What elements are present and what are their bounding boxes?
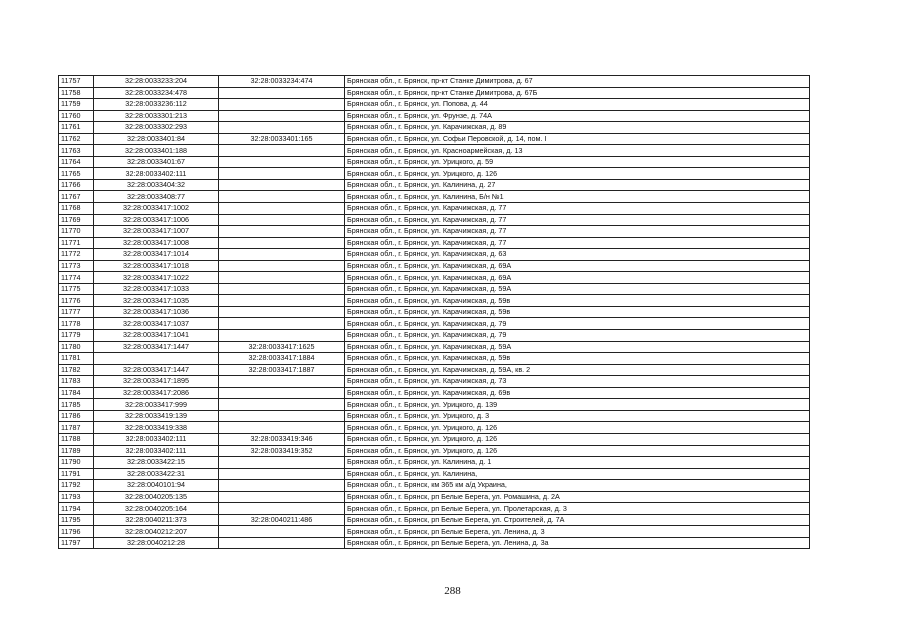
related-cadastral-number-cell: [219, 156, 345, 168]
row-number-cell: 11796: [59, 526, 94, 538]
row-number-cell: 11759: [59, 99, 94, 111]
table-row: [59, 99, 810, 111]
row-number-cell: 11785: [59, 399, 94, 411]
cadastral-number-cell: 32:28:0033417:1002: [94, 203, 219, 215]
cadastral-number-cell: 32:28:0033422:31: [94, 468, 219, 480]
address-cell: Брянская обл., г. Брянск, ул. Калинина,: [345, 468, 810, 480]
address-cell: Брянская обл., г. Брянск, ул. Карачижская, д. 77: [345, 214, 810, 226]
address-cell: Брянская обл., г. Брянск, ул. Калинина, Б/н №1: [345, 191, 810, 203]
address-cell: Брянская обл., г. Брянск, ул. Карачижская, д. 69А: [345, 260, 810, 272]
related-cadastral-number-cell: [219, 526, 345, 538]
cadastral-number-cell: 32:28:0033417:1035: [94, 295, 219, 307]
row-number-cell: 11758: [59, 87, 94, 99]
cadastral-number-cell: 32:28:0033402:111: [94, 433, 219, 445]
table-row: [59, 179, 810, 191]
cadastral-number-cell: 32:28:0033234:478: [94, 87, 219, 99]
cadastral-number-cell: 32:28:0033401:67: [94, 156, 219, 168]
table-row: [59, 191, 810, 203]
related-cadastral-number-cell: [219, 410, 345, 422]
row-number-cell: 11793: [59, 491, 94, 503]
related-cadastral-number-cell: [219, 295, 345, 307]
table-row: [59, 330, 810, 342]
table-row: [59, 526, 810, 538]
address-cell: Брянская обл., г. Брянск, пр-кт Станке Димитрова, д. 67Б: [345, 87, 810, 99]
table-row: [59, 168, 810, 180]
address-cell: Брянская обл., г. Брянск, ул. Урицкого, д. 126: [345, 445, 810, 457]
row-number-cell: 11794: [59, 503, 94, 515]
cadastral-number-cell: 32:28:0033417:1036: [94, 306, 219, 318]
related-cadastral-number-cell: 32:28:0033419:352: [219, 445, 345, 457]
row-number-cell: 11774: [59, 272, 94, 284]
cadastral-number-cell: 32:28:0033402:111: [94, 445, 219, 457]
address-cell: Брянская обл., г. Брянск, ул. Карачижская, д. 77: [345, 237, 810, 249]
address-cell: Брянская обл., г. Брянск, ул. Урицкого, д. 59: [345, 156, 810, 168]
address-cell: Брянская обл., г. Брянск, ул. Карачижская, д. 69А: [345, 272, 810, 284]
address-cell: Брянская обл., г. Брянск, ул. Попова, д. 44: [345, 99, 810, 111]
row-number-cell: 11760: [59, 110, 94, 122]
address-cell: Брянская обл., г. Брянск, ул. Карачижская, д. 63: [345, 249, 810, 261]
cadastral-number-cell: 32:28:0033417:1007: [94, 226, 219, 238]
related-cadastral-number-cell: [219, 272, 345, 284]
table-row: [59, 110, 810, 122]
row-number-cell: 11788: [59, 433, 94, 445]
address-cell: Брянская обл., г. Брянск, ул. Карачижская, д. 59в: [345, 306, 810, 318]
cadastral-number-cell: 32:28:0040212:28: [94, 537, 219, 549]
related-cadastral-number-cell: 32:28:0033419:346: [219, 433, 345, 445]
cadastral-number-cell: 32:28:0040205:135: [94, 491, 219, 503]
cadastral-number-cell: 32:28:0033236:112: [94, 99, 219, 111]
address-cell: Брянская обл., г. Брянск, ул. Карачижская, д. 73: [345, 376, 810, 388]
property-registry-table: [58, 75, 810, 549]
row-number-cell: 11779: [59, 330, 94, 342]
address-cell: Брянская обл., г. Брянск, ул. Калинина, д. 27: [345, 179, 810, 191]
related-cadastral-number-cell: [219, 480, 345, 492]
table-row: [59, 283, 810, 295]
address-cell: Брянская обл., г. Брянск, ул. Урицкого, д. 126: [345, 433, 810, 445]
related-cadastral-number-cell: [219, 306, 345, 318]
row-number-cell: 11762: [59, 133, 94, 145]
table-row: [59, 387, 810, 399]
cadastral-number-cell: 32:28:0040211:373: [94, 514, 219, 526]
related-cadastral-number-cell: [219, 376, 345, 388]
row-number-cell: 11769: [59, 214, 94, 226]
cadastral-number-cell: 32:28:0033417:1014: [94, 249, 219, 261]
row-number-cell: 11770: [59, 226, 94, 238]
row-number-cell: 11761: [59, 122, 94, 134]
address-cell: Брянская обл., г. Брянск, ул. Фрунзе, д. 74А: [345, 110, 810, 122]
row-number-cell: 11791: [59, 468, 94, 480]
address-cell: Брянская обл., г. Брянск, ул. Урицкого, д. 126: [345, 168, 810, 180]
address-cell: Брянская обл., г. Брянск, ул. Карачижская, д. 59А, кв. 2: [345, 364, 810, 376]
table-row: [59, 514, 810, 526]
related-cadastral-number-cell: 32:28:0040211:486: [219, 514, 345, 526]
row-number-cell: 11795: [59, 514, 94, 526]
row-number-cell: 11763: [59, 145, 94, 157]
address-cell: Брянская обл., г. Брянск, рп Белые Берега, ул. Ленина, д. 3а: [345, 537, 810, 549]
table-row: [59, 122, 810, 134]
row-number-cell: 11772: [59, 249, 94, 261]
address-cell: Брянская обл., г. Брянск, ул. Карачижская, д. 89: [345, 122, 810, 134]
cadastral-number-cell: 32:28:0033417:1041: [94, 330, 219, 342]
row-number-cell: 11781: [59, 353, 94, 365]
related-cadastral-number-cell: [219, 191, 345, 203]
cadastral-number-cell: 32:28:0033401:188: [94, 145, 219, 157]
row-number-cell: 11797: [59, 537, 94, 549]
address-cell: Брянская обл., г. Брянск, ул. Урицкого, д. 126: [345, 422, 810, 434]
cadastral-number-cell: 32:28:0040212:207: [94, 526, 219, 538]
related-cadastral-number-cell: [219, 110, 345, 122]
cadastral-number-cell: 32:28:0033417:999: [94, 399, 219, 411]
table-row: [59, 156, 810, 168]
related-cadastral-number-cell: [219, 260, 345, 272]
cadastral-number-cell: 32:28:0033417:2086: [94, 387, 219, 399]
table-row: [59, 133, 810, 145]
row-number-cell: 11790: [59, 457, 94, 469]
related-cadastral-number-cell: 32:28:0033417:1884: [219, 353, 345, 365]
related-cadastral-number-cell: [219, 468, 345, 480]
address-cell: Брянская обл., г. Брянск, ул. Карачижская, д. 59в: [345, 353, 810, 365]
table-row: [59, 145, 810, 157]
row-number-cell: 11771: [59, 237, 94, 249]
address-cell: Брянская обл., г. Брянск, ул. Калинина, д. 1: [345, 457, 810, 469]
cadastral-number-cell: 32:28:0033417:1008: [94, 237, 219, 249]
row-number-cell: 11786: [59, 410, 94, 422]
related-cadastral-number-cell: [219, 179, 345, 191]
cadastral-number-cell: 32:28:0033404:32: [94, 179, 219, 191]
cadastral-number-cell: 32:28:0033417:1895: [94, 376, 219, 388]
address-cell: Брянская обл., г. Брянск, ул. Красноармейская, д. 13: [345, 145, 810, 157]
cadastral-number-cell: 32:28:0033417:1447: [94, 341, 219, 353]
table-row: [59, 260, 810, 272]
cadastral-number-cell: 32:28:0033417:1022: [94, 272, 219, 284]
related-cadastral-number-cell: 32:28:0033417:1625: [219, 341, 345, 353]
cadastral-number-cell: 32:28:0033417:1033: [94, 283, 219, 295]
table-row: [59, 468, 810, 480]
address-cell: Брянская обл., г. Брянск, км 365 км а/д Украина,: [345, 480, 810, 492]
table-row: [59, 376, 810, 388]
related-cadastral-number-cell: [219, 330, 345, 342]
related-cadastral-number-cell: [219, 168, 345, 180]
table-row: [59, 537, 810, 549]
table-row: [59, 445, 810, 457]
cadastral-number-cell: 32:28:0033401:84: [94, 133, 219, 145]
related-cadastral-number-cell: 32:28:0033234:474: [219, 76, 345, 88]
cadastral-number-cell: 32:28:0040205:164: [94, 503, 219, 515]
address-cell: Брянская обл., г. Брянск, ул. Карачижская, д. 79: [345, 330, 810, 342]
table-row: [59, 237, 810, 249]
related-cadastral-number-cell: [219, 537, 345, 549]
row-number-cell: 11766: [59, 179, 94, 191]
table-row: [59, 433, 810, 445]
row-number-cell: 11778: [59, 318, 94, 330]
cadastral-number-cell: 32:28:0033417:1018: [94, 260, 219, 272]
address-cell: Брянская обл., г. Брянск, пр-кт Станке Димитрова, д. 67: [345, 76, 810, 88]
related-cadastral-number-cell: [219, 422, 345, 434]
address-cell: Брянская обл., г. Брянск, ул. Софьи Перовской, д. 14, пом. I: [345, 133, 810, 145]
related-cadastral-number-cell: 32:28:0033417:1887: [219, 364, 345, 376]
related-cadastral-number-cell: [219, 99, 345, 111]
registry-table-body: [59, 76, 810, 549]
row-number-cell: 11776: [59, 295, 94, 307]
table-row: [59, 272, 810, 284]
address-cell: Брянская обл., г. Брянск, ул. Урицкого, д. 3: [345, 410, 810, 422]
table-row: [59, 203, 810, 215]
address-cell: Брянская обл., г. Брянск, рп Белые Берега, ул. Строителей, д. 7А: [345, 514, 810, 526]
page-number: 288: [444, 585, 461, 597]
table-row: [59, 410, 810, 422]
cadastral-number-cell: 32:28:0033422:15: [94, 457, 219, 469]
address-cell: Брянская обл., г. Брянск, ул. Карачижская, д. 77: [345, 203, 810, 215]
table-row: [59, 341, 810, 353]
related-cadastral-number-cell: [219, 399, 345, 411]
table-row: [59, 295, 810, 307]
table-row: [59, 457, 810, 469]
row-number-cell: 11757: [59, 76, 94, 88]
related-cadastral-number-cell: [219, 503, 345, 515]
table-row: [59, 306, 810, 318]
address-cell: Брянская обл., г. Брянск, ул. Урицкого, д. 139: [345, 399, 810, 411]
table-row: [59, 399, 810, 411]
row-number-cell: 11767: [59, 191, 94, 203]
table-row: [59, 364, 810, 376]
cadastral-number-cell: 32:28:0040101:94: [94, 480, 219, 492]
related-cadastral-number-cell: [219, 87, 345, 99]
row-number-cell: 11784: [59, 387, 94, 399]
cadastral-number-cell: 32:28:0033301:213: [94, 110, 219, 122]
table-row: [59, 422, 810, 434]
related-cadastral-number-cell: [219, 457, 345, 469]
address-cell: Брянская обл., г. Брянск, ул. Карачижская, д. 79: [345, 318, 810, 330]
row-number-cell: 11773: [59, 260, 94, 272]
address-cell: Брянская обл., г. Брянск, ул. Карачижская, д. 59А: [345, 283, 810, 295]
cadastral-number-cell: 32:28:0033419:139: [94, 410, 219, 422]
address-cell: Брянская обл., г. Брянск, ул. Карачижская, д. 69в: [345, 387, 810, 399]
row-number-cell: 11764: [59, 156, 94, 168]
address-cell: Брянская обл., г. Брянск, ул. Карачижская, д. 59в: [345, 295, 810, 307]
row-number-cell: 11765: [59, 168, 94, 180]
row-number-cell: 11768: [59, 203, 94, 215]
related-cadastral-number-cell: [219, 214, 345, 226]
cadastral-number-cell: 32:28:0033419:338: [94, 422, 219, 434]
table-row: [59, 76, 810, 88]
cadastral-number-cell: 32:28:0033417:1447: [94, 364, 219, 376]
row-number-cell: 11792: [59, 480, 94, 492]
address-cell: Брянская обл., г. Брянск, рп Белые Берега, ул. Ромашина, д. 2А: [345, 491, 810, 503]
related-cadastral-number-cell: [219, 226, 345, 238]
row-number-cell: 11787: [59, 422, 94, 434]
row-number-cell: 11777: [59, 306, 94, 318]
address-cell: Брянская обл., г. Брянск, ул. Карачижская, д. 77: [345, 226, 810, 238]
row-number-cell: 11782: [59, 364, 94, 376]
related-cadastral-number-cell: [219, 249, 345, 261]
cadastral-number-cell: 32:28:0033417:1037: [94, 318, 219, 330]
row-number-cell: 11775: [59, 283, 94, 295]
related-cadastral-number-cell: [219, 237, 345, 249]
cadastral-number-cell: 32:28:0033408:77: [94, 191, 219, 203]
table-row: [59, 503, 810, 515]
related-cadastral-number-cell: [219, 122, 345, 134]
table-row: [59, 480, 810, 492]
related-cadastral-number-cell: [219, 387, 345, 399]
row-number-cell: 11783: [59, 376, 94, 388]
cadastral-number-cell: [94, 353, 219, 365]
table-row: [59, 249, 810, 261]
row-number-cell: 11789: [59, 445, 94, 457]
table-row: [59, 491, 810, 503]
table-row: [59, 318, 810, 330]
table-row: [59, 353, 810, 365]
related-cadastral-number-cell: 32:28:0033401:165: [219, 133, 345, 145]
row-number-cell: 11780: [59, 341, 94, 353]
cadastral-number-cell: 32:28:0033402:111: [94, 168, 219, 180]
cadastral-number-cell: 32:28:0033233:204: [94, 76, 219, 88]
address-cell: Брянская обл., г. Брянск, рп Белые Берега, ул. Пролетарская, д. 3: [345, 503, 810, 515]
table-row: [59, 226, 810, 238]
table-row: [59, 87, 810, 99]
related-cadastral-number-cell: [219, 145, 345, 157]
cadastral-number-cell: 32:28:0033417:1006: [94, 214, 219, 226]
address-cell: Брянская обл., г. Брянск, ул. Карачижская, д. 59А: [345, 341, 810, 353]
related-cadastral-number-cell: [219, 203, 345, 215]
related-cadastral-number-cell: [219, 318, 345, 330]
related-cadastral-number-cell: [219, 491, 345, 503]
table-row: [59, 214, 810, 226]
related-cadastral-number-cell: [219, 283, 345, 295]
cadastral-number-cell: 32:28:0033302:293: [94, 122, 219, 134]
address-cell: Брянская обл., г. Брянск, рп Белые Берега, ул. Ленина, д. 3: [345, 526, 810, 538]
